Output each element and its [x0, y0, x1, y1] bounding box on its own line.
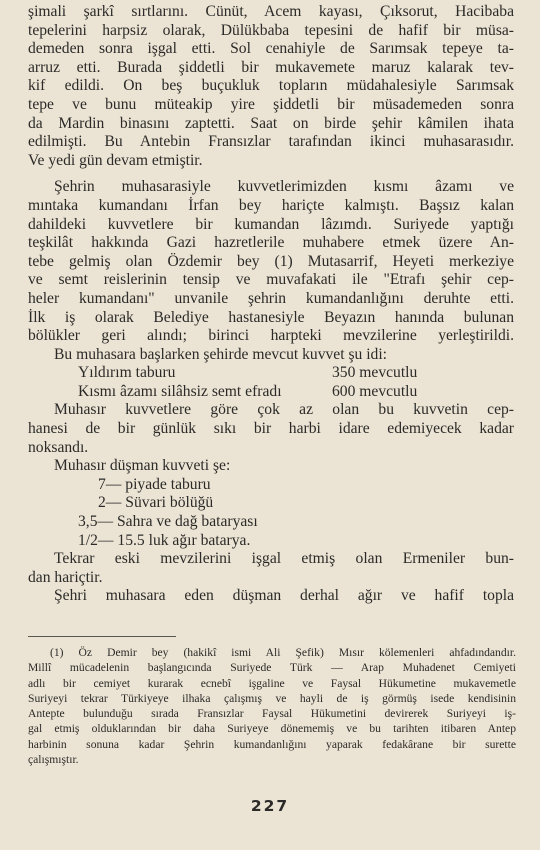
text-line: şimali şarkî sırtlarını. Cünüt, Acem kayası, Çıksorut, Hacibaba [28, 3, 514, 20]
text-line: tebe gelmiş olan Özdemir bey (1) Mutasarrif, Heyeti merkeziye [28, 252, 514, 270]
list-item: 1/2— 15.5 luk ağır batarya. [78, 531, 251, 549]
footnote-line: Millî mücadelenin başlangıcında Suriyede Türk — Arap Muhadenet Cemiyeti [28, 661, 516, 675]
text-line: Şehrin muhasarasiyle kuvvetlerimizden kısmı âzamı ve [54, 178, 514, 196]
text-line: noksandı. [28, 438, 89, 456]
list-item: 7— piyade taburu [98, 475, 211, 493]
footnote-line: adlı bir cemiyet kurarak ecnebî işgaline ve Faysal Hükumetine mukavemetle [28, 676, 516, 690]
footnote-line: gal etmiş olduklarından bir daha Suriyeye dönememiş ve bu tarihten itibaren Antep [28, 722, 516, 736]
footnote-line: Antepte bulunduğu sırada Fransızlar Faysal Hükumetini devirerek Suriyeyi iş- [28, 707, 516, 721]
text-line: bölükler geri alındı; birinci harpteki mevzilerine yerleştirildi. [28, 327, 514, 345]
text-line: Muhasır kuvvetlere göre çok az olan bu kuvvetin cep- [54, 401, 514, 419]
text-line: Ve yedi gün devam etmiştir. [28, 151, 203, 169]
footnote-line: harbinin sonuna kadar Şehrin kumandanlığını yaparak fedakârane bir surette [28, 737, 516, 751]
list-item: 2— Süvari bölüğü [98, 494, 214, 512]
text-line: Bu muhasara başlarken şehirde mevcut kuvvet şu idi: [54, 345, 388, 363]
footnote-line: (1) Öz Demir bey (hakikî ismi Ali Şefik) Mısır kölemenleri ahfadındandır. [50, 646, 516, 659]
force-value: 600 mevcutlu [332, 382, 418, 400]
paragraph-spacer [28, 170, 514, 178]
force-label: Kısmı âzamı silâhsiz semt efradı [78, 382, 282, 400]
footnote-line: çalışmıştır. [28, 753, 79, 767]
text-line: İlk iş olarak Belediye hastanesiyle Beyazın hanında bulunan [28, 308, 514, 326]
text-line: edilmişti. Bu Antebin Fransızlar tarafından ikinci muhasarasıdır. [28, 133, 514, 151]
text-line: teşkilât hakkında Gazi hazretlerile muhabere etmek üzere An- [28, 234, 514, 252]
footnote [28, 645, 516, 767]
text-line: Muhasır düşman kuvveti şe: [54, 457, 231, 475]
force-table-row [28, 364, 514, 383]
text-line: heler kumandanı" unvanile şehrin kumandanlığını deruhte etti. [28, 289, 514, 307]
text-line: tepelerini harpsiz olarak, Dülükbaba tepesini de hafif bir müsa- [28, 21, 514, 39]
text-line: da Mardin binasını zaptetti. Saat on birde şehir kâmilen ihata [28, 114, 514, 132]
body-text [28, 3, 514, 606]
footnote-divider [28, 636, 176, 637]
text-line: dahildeki kuvvetlere bir kumandan lâzımdı. Suriyede yaptığı [28, 215, 514, 233]
text-line: kif edildi. On beş buçukluk topların müdahalesiyle Sarımsak [28, 77, 514, 95]
text-line: tepe ve bunu müteakip yire şiddetli bir müsademeden sonra [28, 95, 514, 113]
text-line: ve semt reislerinin tensip ve muvafakati ile "Etrafı şehir cep- [28, 271, 514, 289]
page-number: 227 [250, 797, 290, 815]
force-value: 350 mevcutlu [332, 364, 418, 382]
text-line: mıntaka kumandanı İrfan bey hariçte kalmıştı. Başsız kalan [28, 196, 514, 214]
force-label: Yıldırım taburu [78, 364, 176, 382]
text-line: dan hariçtir. [28, 568, 103, 586]
text-line: arruz etti. Burada şiddetli bir mukavemete maruz kalarak tev- [28, 58, 514, 76]
footnote-line: Suriyeyi tekrar Türkiyeye ilhaka çalışmış ve hayli de iş görmüş isede kendisinin [28, 691, 516, 705]
text-line: Tekrar eski mevzilerini işgal etmiş olan Ermeniler bun- [54, 550, 514, 568]
list-item: 3,5— Sahra ve dağ bataryası [78, 513, 258, 531]
text-line: hanesi de bir günlük sıkı bir harbi idare edemiyecek kadar [28, 420, 514, 438]
text-line: Şehri muhasara eden düşman derhal ağır ve hafif topla [54, 587, 514, 605]
force-table-row [28, 383, 514, 402]
text-line: demeden sonra işgal etti. Sol cenahiyle de Sarımsak tepeye ta- [28, 40, 514, 58]
